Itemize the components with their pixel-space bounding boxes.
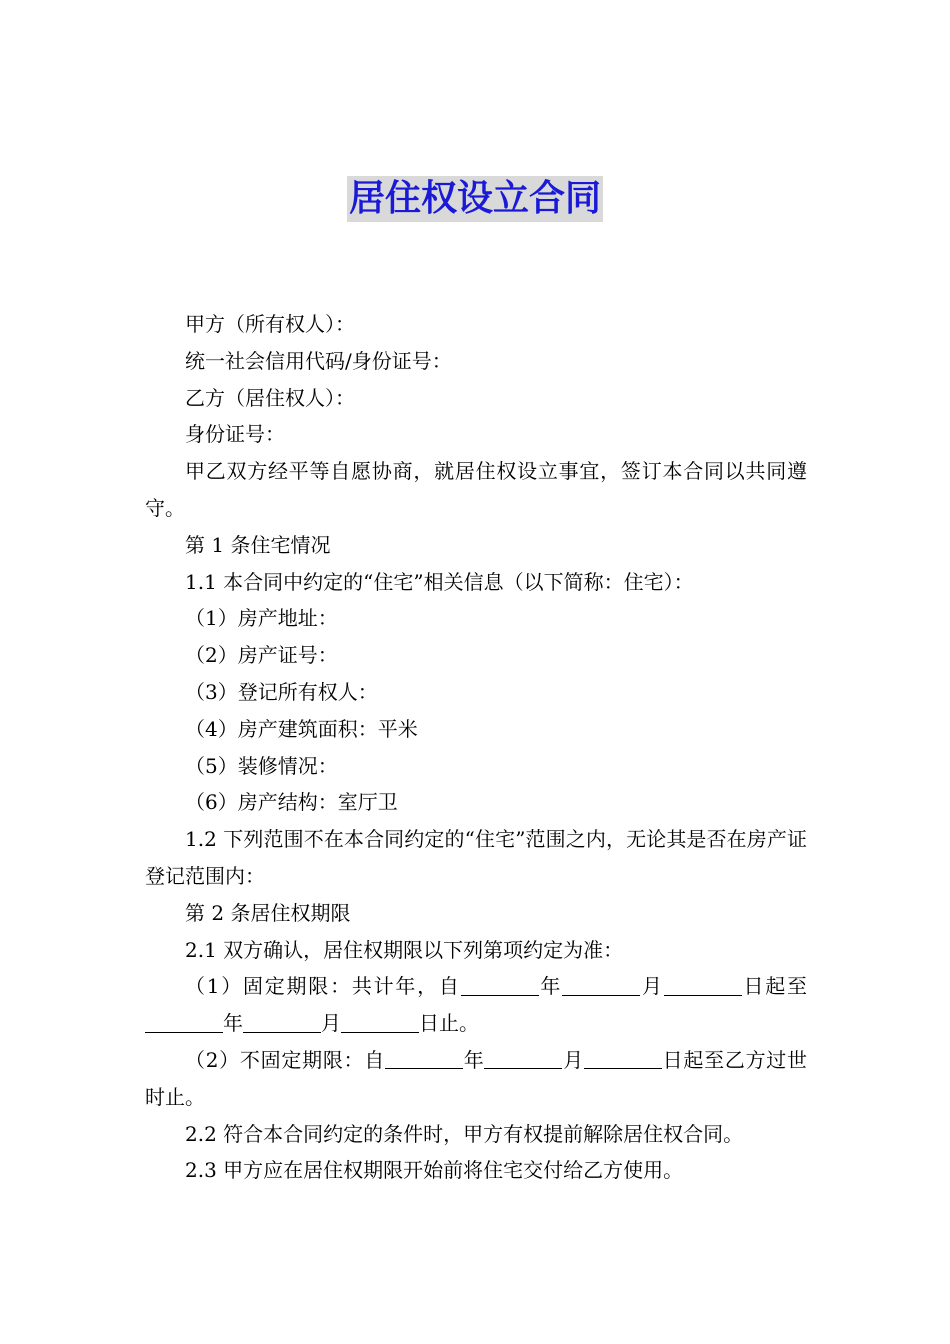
clause-2-3: 2.3 甲方应在居住权期限开始前将住宅交付给乙方使用。 <box>185 1158 684 1183</box>
fixed-term-text-e: 年 <box>223 1011 243 1036</box>
blank-line <box>145 1012 223 1033</box>
title-container <box>0 176 950 222</box>
document-title: 居住权设立合同 <box>347 176 603 222</box>
item-decoration: （5）装修情况： <box>185 753 338 778</box>
indefinite-term-text-c: 月 <box>562 1047 584 1072</box>
blank-line <box>664 975 742 996</box>
indefinite-term-text-b: 年 <box>463 1047 485 1072</box>
party-b-line: 乙方（居住权人）： <box>185 385 355 410</box>
id-number-line: 身份证号： <box>185 422 285 447</box>
item-address: （1）房产地址： <box>185 606 338 631</box>
clause-1-1: 1.1 本合同中约定的“住宅”相关信息（以下简称：住宅）： <box>185 569 694 594</box>
credit-code-line: 统一社会信用代码/身份证号： <box>185 348 452 373</box>
clause-2-1: 2.1 双方确认，居住权期限以下列第项约定为准： <box>185 937 624 962</box>
fixed-term-text-f: 月 <box>321 1011 341 1036</box>
blank-line <box>484 1048 562 1069</box>
fixed-term-text-g: 日止。 <box>419 1011 479 1036</box>
item-area: （4）房产建筑面积：平米 <box>185 716 418 741</box>
blank-line <box>562 975 640 996</box>
blank-line <box>385 1048 463 1069</box>
fixed-term-paragraph <box>145 968 807 1042</box>
fixed-term-text-a: （1）固定期限：共计年，自 <box>185 974 461 999</box>
indefinite-term-text-a: （2）不固定期限：自 <box>185 1047 385 1072</box>
blank-line <box>341 1012 419 1033</box>
fixed-term-text-b: 年 <box>538 974 563 999</box>
indefinite-term-paragraph <box>145 1042 807 1116</box>
blank-line <box>461 975 539 996</box>
blank-line <box>243 1012 321 1033</box>
fixed-term-text-d: 日起至 <box>741 974 808 999</box>
preamble-paragraph: 甲乙双方经平等自愿协商，就居住权设立事宜，签订本合同以共同遵守。 <box>145 459 807 520</box>
item-owner: （3）登记所有权人： <box>185 679 378 704</box>
clause-2-2: 2.2 符合本合同约定的条件时，甲方有权提前解除居住权合同。 <box>185 1121 744 1146</box>
party-a-line: 甲方（所有权人）： <box>185 312 355 336</box>
clause-1-2: 1.2 下列范围不在本合同约定的“住宅”范围之内，无论其是否在房产证登记范围内： <box>145 827 807 888</box>
article-1-heading: 第 1 条住宅情况 <box>185 532 331 557</box>
item-certificate: （2）房产证号： <box>185 643 338 668</box>
article-2-heading: 第 2 条居住权期限 <box>185 900 351 925</box>
document-body <box>145 306 807 1189</box>
indefinite-term-text-d: 日起至乙方过世时止。 <box>145 1047 808 1109</box>
fixed-term-text-c: 月 <box>640 974 664 999</box>
item-structure: （6）房产结构：室厅卫 <box>185 790 398 815</box>
blank-line <box>584 1048 662 1069</box>
